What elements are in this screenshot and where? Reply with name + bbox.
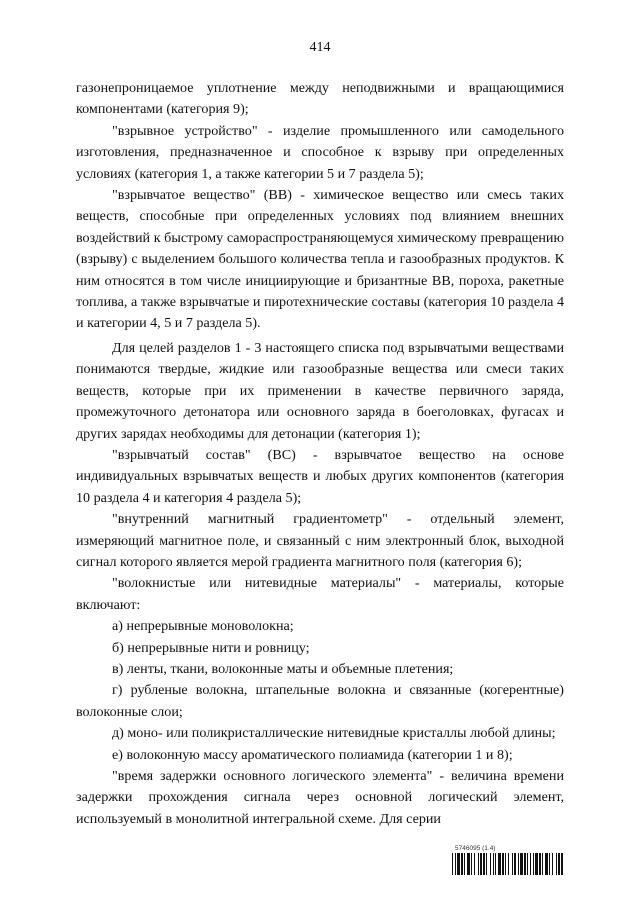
barcode-bar [535, 853, 538, 875]
barcode-bar [452, 853, 453, 875]
barcode-bar [498, 853, 501, 875]
barcode-image [452, 853, 564, 875]
barcode-bar [455, 853, 456, 875]
barcode-bar [490, 853, 491, 875]
page-number: 414 [309, 40, 331, 55]
barcode-bar [561, 853, 563, 875]
list-item-v: в) ленты, ткани, волоконные маты и объемные плетения; [112, 660, 454, 677]
barcode-bar [549, 853, 550, 875]
list-item-a: а) непрерывные моноволокна; [112, 618, 294, 635]
barcode-bar [493, 853, 494, 875]
barcode-bar [457, 853, 460, 875]
list-item-e: е) волоконную массу ароматического полиамида (категории 1 и 8); [112, 746, 513, 763]
barcode-bar [512, 853, 513, 875]
barcode-bar [556, 853, 557, 875]
barcode-bar [527, 853, 528, 875]
barcode-bar [524, 853, 526, 875]
barcode-bar [558, 853, 560, 875]
barcode-bar [539, 853, 541, 875]
barcode-bar [505, 853, 506, 875]
barcode-bar [471, 853, 472, 875]
document-body [76, 78, 564, 830]
paragraph-4: "взрывчатый состав" (ВС) - взрывчатое вещество на основе индивидуальных взрывчатых веществ и любых других компонентов (категория 10 раздела 4 и категория 4 раздела 5); [76, 446, 564, 506]
barcode-bar [461, 853, 463, 875]
barcode-bar [483, 853, 485, 875]
barcode-bar [545, 853, 548, 875]
barcode-bar [474, 853, 475, 875]
barcode-bar [478, 853, 479, 875]
barcode-bar [508, 853, 509, 875]
paragraph-6: "волокнистые или нитевидные материалы" - материалы, которые включают: [76, 575, 564, 613]
barcode-bar [502, 853, 504, 875]
list-item-g: г) рубленые волокна, штапельные волокна и связанные (когерентные) волоконные слои; [76, 682, 564, 720]
barcode-bar [467, 853, 470, 875]
list-item-d: д) моно- или поликристаллические нитевидные кристаллы любой длины; [112, 725, 556, 742]
list-item-b: б) непрерывные нити и ровницу; [112, 639, 310, 656]
paragraph-5: "внутренний магнитный градиентометр" - отдельный элемент, измеряющий магнитное поле, и связанный с ним электронный блок, выходной сигнал которого является мерой градиента магнитного поля (категория 6); [76, 511, 564, 570]
paragraph-3: Для целей разделов 1 - 3 настоящего списка под взрывчатыми веществами понимаются твердые, жидкие или газообразные вещества или смеси таких веществ, которые при их применении в качестве первичного заряда, промежуточного детонатора или основного заряда в боеголовках, фугасах и других зарядах необходимы для детонации (категория 1); [76, 339, 564, 442]
paragraph-1: "взрывное устройство" - изделие промышленного или самодельного изготовления, предназначенное и способное к взрыву при определенных условиях (категория 1, а также категории 5 и 7 раздела 5); [76, 122, 564, 182]
barcode-bar [464, 853, 465, 875]
paragraph-13: "время задержки основного логического элемента" - величина времени задержки прохождения сигнала через основной логический элемент, используемый в монолитной интегральной схеме. Для серии [76, 768, 564, 827]
barcode-bar [495, 853, 496, 875]
barcode-bar [520, 853, 523, 875]
barcode-bar [530, 853, 531, 875]
barcode-bar [514, 853, 516, 875]
barcode-bar [480, 853, 482, 875]
barcode-bar [518, 853, 519, 875]
paragraph-2: "взрывчатое вещество" (ВВ) - химическое вещество или смесь таких веществ, способные при определенных условиях под влиянием внешних воздействий к быстрому самораспространяющемуся химическому превращению (взрыву) с выделением большого количества тепла и газообразных продуктов. К ним относятся в том числе инициирующие и бризантные ВВ, пороха, ракетные топлива, а также взрывчатые и пиротехнические составы (категория 10 раздела 4 и категории 4, 5 и 7 раздела 5). [76, 187, 564, 332]
barcode-bar [486, 853, 487, 875]
barcode-bar [552, 853, 553, 875]
paragraph-0: газонепроницаемое уплотнение между неподвижными и вращающимися компонентами (категория 9); [76, 80, 564, 118]
barcode-bar [533, 853, 534, 875]
barcode-bar [542, 853, 543, 875]
document-code: 5746095 (1.4) [455, 845, 496, 852]
